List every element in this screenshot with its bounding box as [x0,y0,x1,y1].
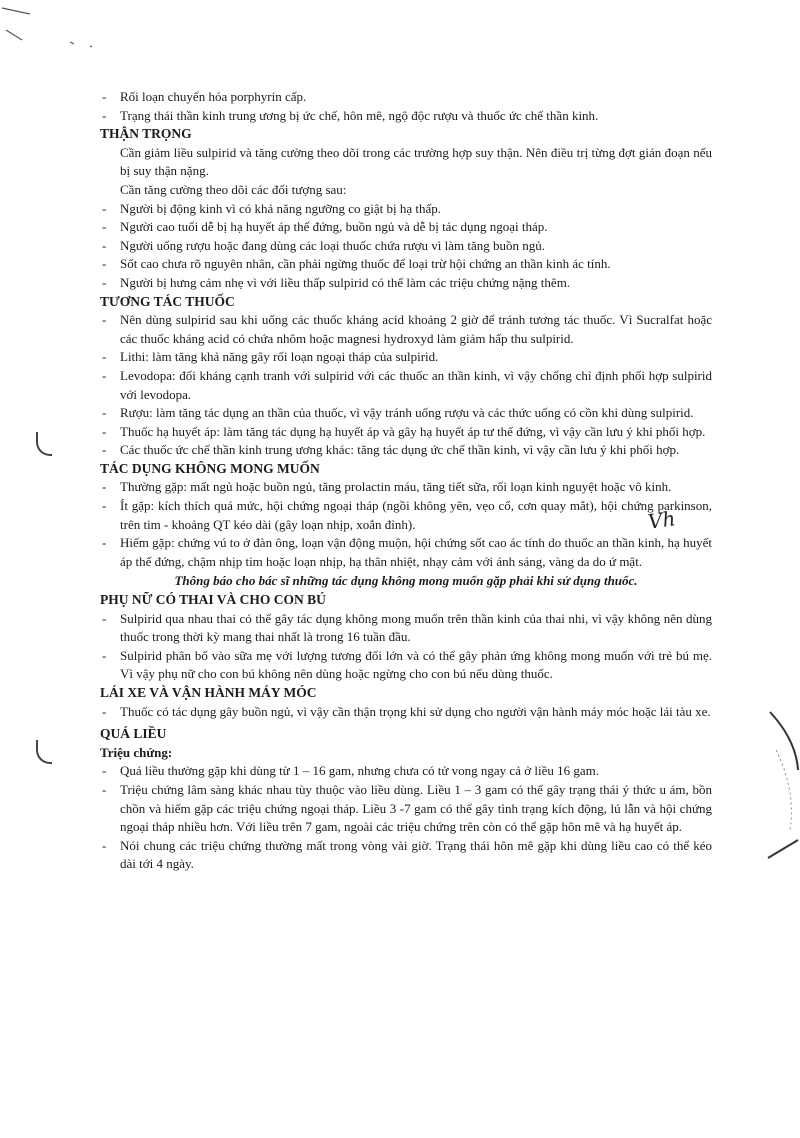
side-effects-list [100,478,712,571]
driving-list [100,703,712,722]
punch-hole-mark-bottom [36,740,52,764]
list-item: - Các thuốc ức chế thần kinh trung ương khác: tăng tác dụng ức chế thần kinh, vì vậy cần lưu ý khi phối hợp. [102,442,680,458]
list-item: - Người bị động kinh vì có khả năng ngưỡng co giật bị hạ thấp. [102,200,442,216]
section-title-pregnancy: PHỤ NỮ CÓ THAI VÀ CHO CON BÚ [100,592,326,608]
section-title-interactions: TƯƠNG TÁC THUỐC [100,293,235,309]
list-item: - Lithi: làm tăng khả năng gây rối loạn ngoại tháp của sulpirid. [102,349,439,365]
list-item: - Nên dùng sulpirid sau khi uống các thuốc kháng acid khoảng 2 giờ để tránh tương tác thuốc. Vì Sucralfat hoặc các thuốc kháng acid có chứa nhôm hoặc magnesi hydroxyd làm giảm hấp thu sulpirid. [102,312,712,346]
list-item: - Người bị hưng cảm nhẹ vì với liều thấp sulpirid có thể làm các triệu chứng nặng thêm. [102,274,571,290]
contraindication-list [100,88,712,125]
section-title-driving: LÁI XE VÀ VẬN HÀNH MÁY MÓC [100,685,317,700]
list-item: - Thường gặp: mất ngủ hoặc buồn ngủ, tăng prolactin máu, tăng tiết sữa, rối loạn kinh nguyệt hoặc vô kinh. [102,479,672,495]
list-item: - Trạng thái thần kinh trung ương bị ức chế, hôn mê, ngộ độc rượu và thuốc ức chế thần kinh. [100,107,712,126]
interactions-list [100,311,712,460]
section-title-precautions: THẬN TRỌNG [100,126,192,142]
subsection-title-symptoms: Triệu chứng: [100,744,173,760]
list-item: - Thuốc có tác dụng gây buồn ngủ, vì vậy cần thận trọng khi sử dụng cho người vận hành máy móc hoặc lái tàu xe. [102,703,711,719]
right-edge-stamp-mark [766,710,800,860]
list-item: - Người uống rượu hoặc đang dùng các loại thuốc chứa rượu vì làm tăng buồn ngủ. [102,237,545,253]
list-item: - Nói chung các triệu chứng thường mất trong vòng vài giờ. Trạng thái hôn mê gặp khi dùng liều cao có thể kéo dài tới 4 ngày. [102,837,712,872]
dash-bullet: - [102,107,107,123]
paragraph: Cần tăng cường theo dõi các đối tượng sau: [120,181,347,197]
list-item: - Triệu chứng lâm sàng khác nhau tùy thuộc vào liều dùng. Liều 1 – 3 gam có thể gây trạng thái ý thức u ám, bồn chồn và hiếm gặp các triệu chứng ngoại tháp. Liều 3 -7 gam có thể gây tình trạng kích động, lú lẫn và hội chứng ngoại tháp nhiều hơn. Với liều trên 7 gam, ngoài các triệu chứng trên còn có thể gặp hôn mê và hạ huyết áp. [102,781,712,835]
precautions-list [100,200,712,293]
list-item: - Sulpirid qua nhau thai có thể gây tác dụng không mong muốn trên thần kinh của thai nhi, vì vậy không nên dùng thuốc trong thời kỳ mang thai nhất là trong 16 tuần đầu. [102,610,712,645]
list-item: - Sulpirid phân bố vào sữa mẹ với lượng tương đối lớn và có thể gây phản ứng không mong muốn với trẻ bú mẹ. Vì vậy phụ nữ cho con bú không nên dùng hoặc ngừng cho con bú nếu dùng thuốc. [102,647,712,682]
section-title-side-effects: TÁC DỤNG KHÔNG MONG MUỐN [100,460,320,476]
list-item: - Rượu: làm tăng tác dụng an thần của thuốc, vì vậy tránh uống rượu và các thức uống có cồn khi dùng sulpirid. [102,405,694,421]
list-item: - Người cao tuổi dễ bị hạ huyết áp thế đứng, buồn ngủ và dễ bị tác dụng ngoại tháp. [102,219,548,235]
list-item: - Sốt cao chưa rõ nguyên nhân, cần phải ngừng thuốc để loại trừ hội chứng an thần kinh ác tính. [102,256,611,272]
section-title-overdose: QUÁ LIỀU [100,726,167,742]
document-body [100,88,712,874]
punch-hole-mark-top [36,432,52,456]
list-item: - Rối loạn chuyển hóa porphyrin cấp. [100,88,712,107]
dash-bullet: - [102,89,107,104]
handwritten-initials: Vh [646,506,677,534]
top-left-scan-marks [0,0,140,60]
overdose-list [100,762,712,874]
list-item: - Hiếm gặp: chứng vú to ở đàn ông, loạn vận động muộn, hội chứng sốt cao ác tính do thuốc an thần kinh, hạ huyết áp thế đứng, chậm nhịp tim hoặc loạn nhịp, hạ thân nhiệt, nhạy cảm với ánh sáng, vàng da do ứ mật. [102,535,712,569]
pregnancy-list [100,610,712,684]
side-effects-notice: Thông báo cho bác sĩ những tác dụng không mong muốn gặp phải khi sử dụng thuốc. [174,573,638,589]
list-item: - Ít gặp: kích thích quá mức, hội chứng ngoại tháp (ngồi không yên, vẹo cổ, cơn quay mắt), hội chứng parkinson, trên tim - khoảng QT kéo dài (gây loạn nhịp, xoắn đỉnh). [102,498,712,532]
list-item: - Levodopa: đối kháng cạnh tranh với sulpirid với các thuốc an thần kinh, vì vậy chống chỉ định phối hợp sulpirid với levodopa. [102,367,712,402]
list-item: - Thuốc hạ huyết áp: làm tăng tác dụng hạ huyết áp và gây hạ huyết áp tư thế đứng, vì vậy cần lưu ý khi phối hợp. [102,423,706,439]
paragraph: Cần giảm liều sulpirid và tăng cường theo dõi trong các trường hợp suy thận. Nên điều trị từng đợt gián đoạn nếu bị suy thận nặng. [120,144,712,179]
list-item: - Quá liều thường gặp khi dùng từ 1 – 16 gam, nhưng chưa có tử vong ngay cả ở liều 16 gam. [102,763,599,779]
